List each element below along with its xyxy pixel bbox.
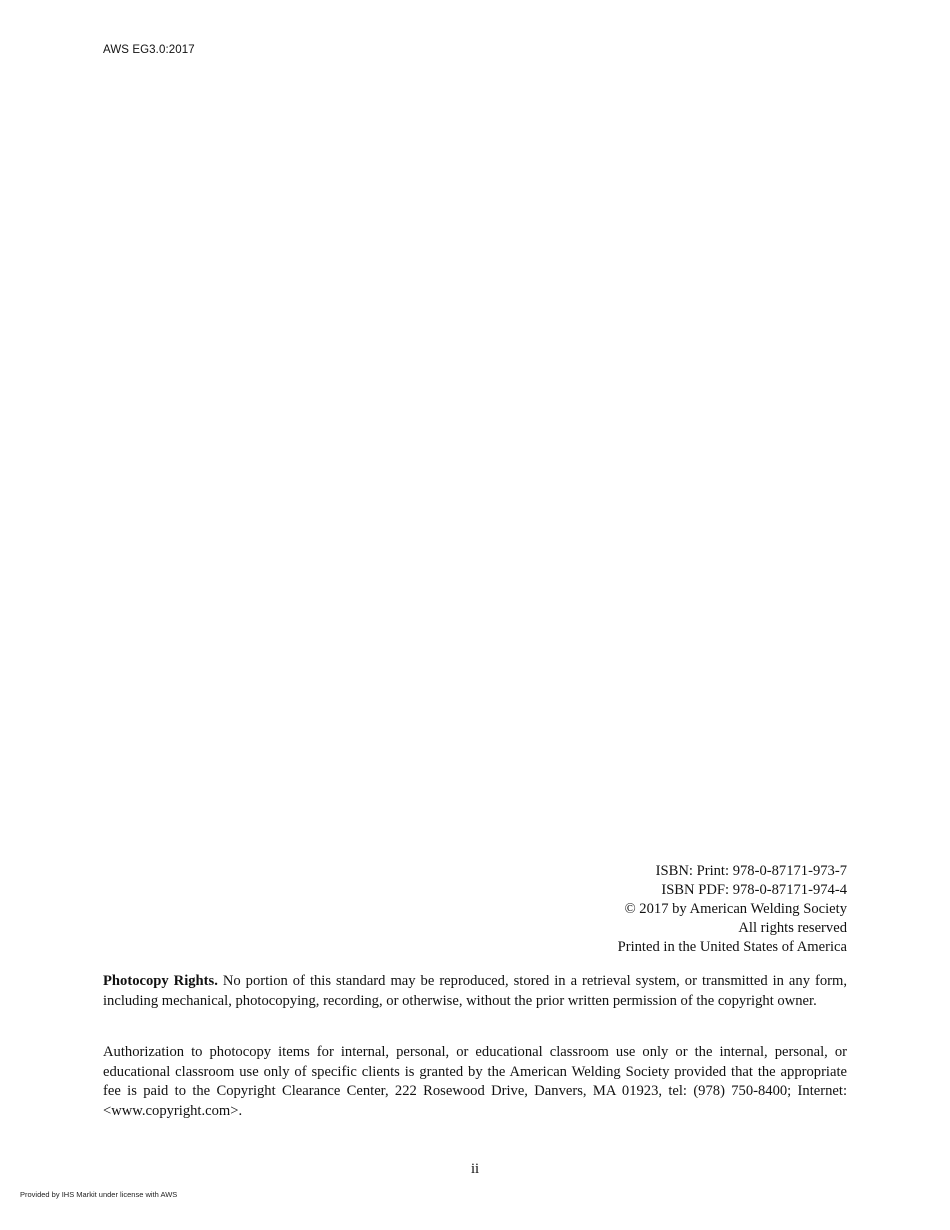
rights-reserved: All rights reserved: [738, 920, 847, 936]
isbn-print: ISBN: Print: 978-0-87171-973-7: [655, 863, 847, 879]
printed-in: Printed in the United States of America: [617, 939, 847, 955]
photocopy-rights-lead: Photocopy Rights.: [103, 973, 218, 989]
isbn-pdf: ISBN PDF: 978-0-87171-974-4: [661, 882, 847, 898]
publication-info-block: [618, 862, 847, 957]
copyright-notice: © 2017 by American Welding Society: [624, 901, 847, 917]
page-number: ii: [470, 1161, 480, 1177]
photocopy-rights-text: No portion of this standard may be reproduced, stored in a retrieval system, or transmitted in any form, including mechanical, photocopying, recording, or otherwise, without the prior written permission of the copyright owner.: [103, 973, 848, 1009]
authorization-paragraph: Authorization to photocopy items for internal, personal, or educational classroom use only or the internal, personal, or educational classroom use only of specific clients is granted by the American Welding Society provided that the appropriate fee is paid to the Copyright Clearance Center, 222 Rosewood Drive, Danvers, MA 01923, tel: (978) 750-8400; Internet: <www.copyright.com>.: [103, 1044, 847, 1119]
license-footer: Provided by IHS Markit under license with AWS: [20, 1190, 178, 1199]
photocopy-rights-paragraph: [103, 972, 847, 1011]
running-header: AWS EG3.0:2017: [103, 44, 195, 56]
